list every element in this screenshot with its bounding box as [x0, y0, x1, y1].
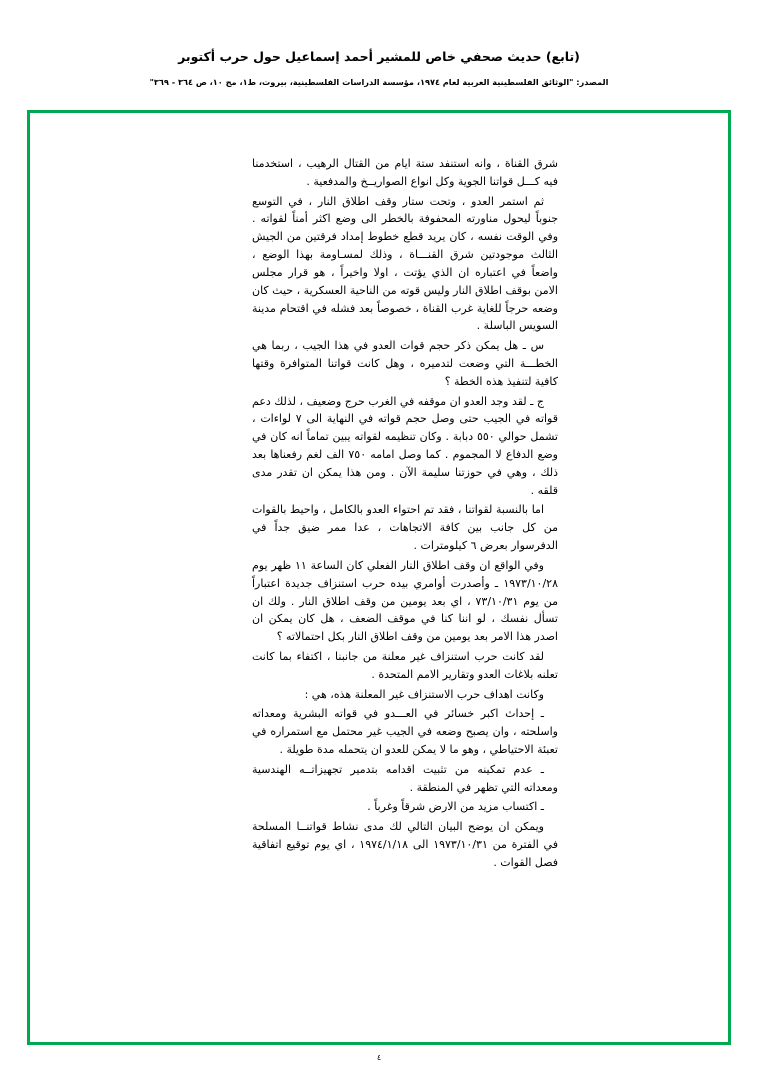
paragraph: ج ـ لقد وجد العدو ان موقفه في الغرب حرج وضعيف ، لذلك دعم قواته في الجيب حتى وصل حجم قواته في النهاية الى ٧ لواءات ، تشمل حوالي ٥٥٠ دبابة . وكان تنظيمه لقواته يبين تماماً انه كان في وضع الدفاع لا المجموم . كما وصل امامه ٧٥٠ الف لغم رفعناها بعد ذلك ، وهي في حوزتنا سليمة الآن . ومن هذا يمكن ان تقدر مدى قلقه . — [252, 394, 558, 497]
document-header — [0, 0, 758, 88]
paragraph: لقد كانت حرب استنزاف غير معلنة من جانبنا ، اكتفاء بما كانت تعلنه بلاغات العدو وتقارير الامم المتحدة . — [252, 649, 558, 681]
paragraph: وفي الواقع ان وقف اطلاق النار الفعلي كان الساعة ١١ ظهر يوم ١٩٧٣/١٠/٢٨ ـ وأصدرت أوامري بيده حرب استنزاف جديدة اعتباراً من يوم ٧٣/١٠/٣١ ، اي بعد يومين من وقف اطلاق النار . ولك ان تسأل نفسك ، لو اننا كنا في موقف الضعف ، هل كان يمكن ان اصدر هذا الامر بعد يومين من وقف اطلاق النار بكل احتمالاته ؟ — [252, 558, 558, 644]
paragraph: اما بالنسبة لقواتنا ، فقد تم احتواء العدو بالكامل ، واحيط بالقوات من كل جانب بين كافة الاتجاهات ، عدا ممر ضيق جداً في الدفرسوار بعرض ٦ كيلومترات . — [252, 503, 558, 553]
paragraph: ـ اكتساب مزيد من الارض شرقاً وغرباً . — [367, 800, 544, 814]
content-frame-inner — [30, 113, 728, 1042]
body-text-column — [252, 155, 558, 874]
paragraph: ويمكن ان يوضح البيان التالي لك مدى نشاط قواتنــا المسلحة في الفترة من ١٩٧٣/١٠/٣١ الى ١٩٧٤/١/١٨ ، اي يوم توقيع اتفاقية فصل القوات . — [252, 820, 558, 869]
paragraph: ـ إحداث اكبر خسائر في العـــدو في قواته البشرية ومعداته واسلحته ، وان يصبح وضعه في الجيب غير محتمل مع استمراره في تعبئة الاحتياطي ، وهو ما لا يمكن للعدو ان يتحمله مدة طويلة . — [252, 707, 558, 756]
page-title: (تابع) حديث صحفي خاص للمشير أحمد إسماعيل حول حرب أكتوبر — [178, 49, 580, 64]
content-frame — [27, 110, 731, 1045]
paragraph: شرق القناة ، وانه استنفد ستة ايام من القتال الرهيب ، استخدمنا فيه كـــل قواتنا الجوية وكل انواع الصواريــخ والمدفعية . — [252, 157, 558, 188]
paragraph: س ـ هل يمكن ذكر حجم قوات العدو في هذا الجيب ، ربما هي الخطـــة التي وضعت لتدميره ، وهل كانت قواتنا المتوافرة وقتها كافية لتنفيذ هذه الخطة ؟ — [252, 339, 558, 388]
paragraph: ـ عدم تمكينه من تثبيت اقدامه بتدمير تجهيزاتــه الهندسية ومعداته التي تظهر في المنطقة . — [252, 762, 558, 794]
source-citation: المصدر: "الوثائق الفلسطينية العربية لعام ١٩٧٤، مؤسسة الدراسات الفلسطينية، بيروت، ط١، مج ١٠، ص ٣٦٤ - ٣٦٩" — [149, 76, 609, 87]
paragraph: وكانت اهداف حرب الاستنزاف غير المعلنة هذه، هي : — [304, 687, 544, 701]
paragraph: ثم استمر العدو ، وتحت ستار وقف اطلاق النار ، في التوسع جنوباً ليحول مناورته المحفوفة بالخطر الى وضع اكثر أمناً لقواته . وفي الوقت نفسه ، كان يريد قطع خطوط إمداد فرقتين من الجيش الثالث موجودتين شرق القنـــاة ، وذلك لمسـاومة بهذا الوضع ، واضعاً في اعتباره ان الذي يؤتت ، اولا واخيراً ، هو قرار مجلس الامن بوقف اطلاق النار وليس قوته من الناحية العسكرية ، حيث كان وضعه حرجاً للغاية غرب القناة ، خصوصاً بعد فشله في اقتحام مدينة السويس الباسلة . — [252, 194, 558, 333]
page-number: ٤ — [376, 1053, 382, 1062]
